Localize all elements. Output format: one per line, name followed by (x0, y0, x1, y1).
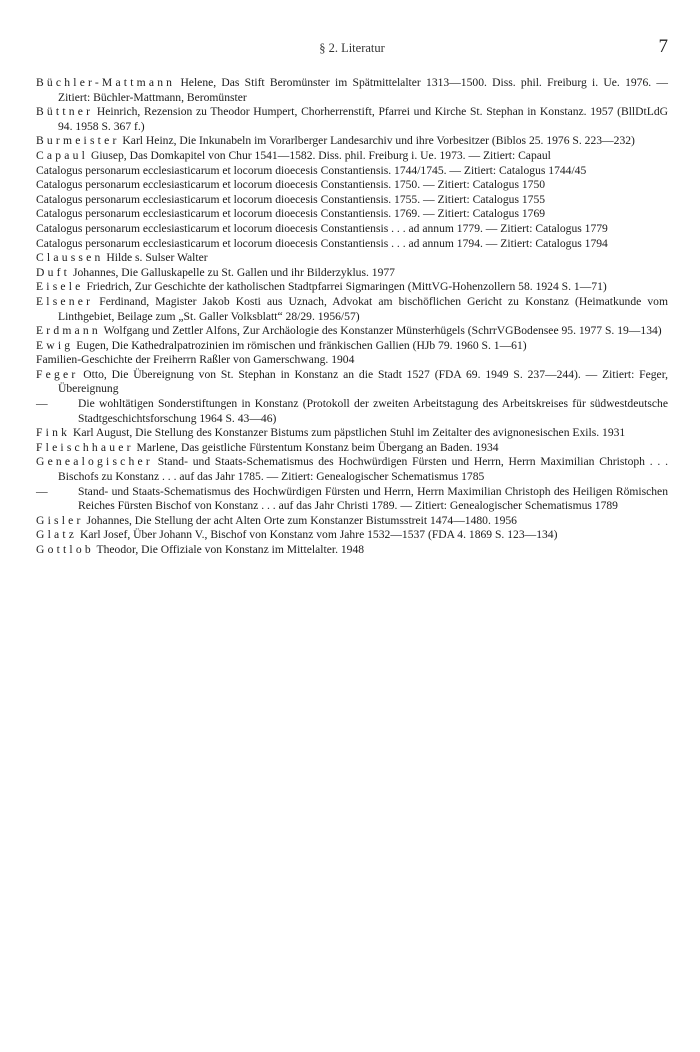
entry-body (36, 266, 668, 281)
bibliography-entry (36, 368, 668, 397)
entry-text: Otto, Die Übereignung von St. Stephan in Konstanz an die Stadt 1527 (FDA 69. 1949 S. 237—244). — Zitiert: Feger, Übereignung (58, 367, 668, 396)
author-name: Gisler (36, 513, 84, 527)
bibliography-entry (36, 295, 668, 324)
author-name: Duft (36, 265, 71, 279)
entry-body (36, 280, 668, 295)
bibliography-list (36, 76, 668, 558)
bibliography-entry (36, 514, 668, 529)
page-number: 7 (658, 36, 668, 57)
entry-body (36, 339, 668, 354)
author-name: Ewig (36, 338, 74, 352)
entry-text: Familien-Geschichte der Freiherrn Raßler von Gamerschwang. 1904 (36, 353, 355, 367)
entry-body (36, 441, 668, 456)
ditto-dash: — (36, 397, 48, 411)
bibliography-entry (36, 164, 668, 179)
entry-body (36, 178, 668, 193)
entry-text: Hilde s. Sulser Walter (106, 251, 208, 265)
entry-body (36, 193, 668, 208)
bibliography-entry (36, 543, 668, 558)
entry-text: Heinrich, Rezension zu Theodor Humpert, Chorherrenstift, Pfarrei und Kirche St. Stephan in Konstanz. 1957 (BllDtLdG 94. 1958 S. 367 f.) (58, 105, 668, 133)
bibliography-entry (36, 149, 668, 164)
bibliography-entry (36, 441, 668, 456)
entry-body (36, 76, 668, 105)
entry-body (56, 485, 668, 514)
bibliography-entry (36, 339, 668, 354)
entry-body (36, 237, 668, 252)
entry-text: Catalogus personarum ecclesiasticarum et locorum dioecesis Constantiensis. 1769. — Zitiert: Catalogus 1769 (36, 207, 546, 221)
bibliography-entry (36, 222, 668, 237)
entry-text: Catalogus personarum ecclesiasticarum et locorum dioecesis Constantiensis . . . ad annum 1794. — Zitiert: Catalogus 1794 (36, 236, 608, 250)
bibliography-entry (36, 237, 668, 252)
bibliography-entry (36, 426, 668, 441)
entry-body (36, 528, 668, 543)
entry-text: Catalogus personarum ecclesiasticarum et locorum dioecesis Constantiensis . . . ad annum 1779. — Zitiert: Catalogus 1779 (36, 221, 608, 235)
entry-body (36, 207, 668, 222)
author-name: Feger (36, 367, 79, 381)
entry-body (36, 455, 668, 484)
page-header (36, 36, 668, 60)
entry-text: Wolfgang und Zettler Alfons, Zur Archäologie des Konstanzer Münsterhügels (SchrrVGBodensee 95. 1977 S. 19—134) (103, 324, 662, 338)
bibliography-entry (36, 528, 668, 543)
entry-body (36, 426, 668, 441)
entry-text: Marlene, Das geistliche Fürstentum Konstanz beim Übergang an Baden. 1934 (136, 440, 499, 454)
entry-body (56, 397, 668, 426)
bibliography-entry (36, 324, 668, 339)
entry-body (36, 324, 668, 339)
author-name: Burmeister (36, 134, 120, 148)
entry-text: Die wohltätigen Sonderstiftungen in Konstanz (Protokoll der zweiten Arbeitstagung des Arbeitskreises für südwestdeutsche Stadtgeschichtsforschung 1964 S. 43—46) (78, 397, 668, 425)
author-name: Genealogischer (36, 455, 153, 469)
entry-body (36, 164, 668, 179)
author-name: Büchler-Mattmann (36, 76, 176, 89)
entry-body (36, 543, 668, 558)
entry-text: Catalogus personarum ecclesiasticarum et locorum dioecesis Constantiensis. 1755. — Zitiert: Catalogus 1755 (36, 192, 546, 206)
entry-text: Helene, Das Stift Beromünster im Spätmittelalter 1313—1500. Diss. phil. Freiburg i. Ue. 1976. — Zitiert: Büchler-Mattmann, Beromünster (58, 76, 668, 104)
bibliography-entry (36, 178, 668, 193)
author-name: Fleischhauer (36, 440, 134, 454)
entry-text: Catalogus personarum ecclesiasticarum et locorum dioecesis Constantiensis. 1744/1745. — Zitiert: Catalogus 1744/45 (36, 163, 587, 177)
entry-text: Theodor, Die Offiziale von Konstanz im Mittelalter. 1948 (96, 543, 365, 556)
entry-text: Stand- und Staats-Schematismus des Hochwürdigen Fürsten und Herrn, Herrn Maximilian Christoph des Heiligen Römischen Reiches Fürsten Bischof von Konstanz . . . auf das Jahr Christi 1789. — Zitiert: Genealogischer Schematismus 1789 (78, 484, 668, 513)
bibliography-entry (36, 134, 668, 149)
author-name: Erdmann (36, 324, 101, 338)
bibliography-entry (36, 353, 668, 368)
running-title: § 2. Literatur (319, 41, 385, 55)
entry-body (36, 105, 668, 134)
entry-text: Stand- und Staats-Schematismus des Hochwürdigen Fürsten und Herrn, Herrn Maximilian Christoph . . . Bischofs zu Konstanz . . . auf das Jahr 1785. — Zitiert: Genealogischer Schematismus 1785 (58, 455, 668, 484)
entry-text: Ferdinand, Magister Jakob Kosti aus Uznach, Advokat am bischöflichen Gericht zu Konstanz (Heimatkunde vom Linthgebiet, Beilage zum „St. Galler Volksblatt“ 28/29. 1956/57) (58, 294, 668, 323)
bibliography-entry (36, 455, 668, 484)
author-name: Elsener (36, 294, 94, 308)
entry-text: Giusep, Das Domkapitel von Chur 1541—1582. Diss. phil. Freiburg i. Ue. 1973. — Zitiert: Capaul (90, 148, 551, 162)
author-name: Gottlob (36, 543, 94, 556)
bibliography-entry (36, 105, 668, 134)
entry-text: Karl August, Die Stellung des Konstanzer Bistums zum päpstlichen Stuhl im Zeitalter des avignonesischen Exils. 1931 (72, 426, 626, 440)
bibliography-entry (36, 266, 668, 281)
author-name: Claussen (36, 251, 104, 265)
entry-text: Johannes, Die Galluskapelle zu St. Gallen und ihr Bilderzyklus. 1977 (72, 265, 395, 279)
entry-text: Catalogus personarum ecclesiasticarum et locorum dioecesis Constantiensis. 1750. — Zitiert: Catalogus 1750 (36, 178, 546, 192)
bibliography-entry (36, 193, 668, 208)
bibliography-entry (36, 485, 668, 514)
entry-body (36, 368, 668, 397)
entry-body (36, 353, 668, 368)
entry-text: Johannes, Die Stellung der acht Alten Orte zum Konstanzer Bistumsstreit 1474—1480. 1956 (86, 513, 517, 527)
entry-text: Karl Heinz, Die Inkunabeln im Vorarlberger Landesarchiv und ihre Vorbesitzer (Biblos 25. 1976 S. 223—232) (122, 134, 635, 148)
bibliography-entry (36, 251, 668, 266)
entry-body (36, 251, 668, 266)
bibliography-entry (36, 280, 668, 295)
bibliography-entry (36, 76, 668, 105)
author-name: Capaul (36, 148, 89, 162)
author-name: Fink (36, 426, 71, 440)
entry-body (36, 295, 668, 324)
entry-body (36, 149, 668, 164)
author-name: Büttner (36, 105, 94, 119)
author-name: Eisele (36, 280, 84, 294)
bibliography-entry (36, 207, 668, 222)
ditto-dash: — (36, 484, 48, 498)
entry-text: Eugen, Die Kathedralpatrozinien im römischen und fränkischen Gallien (HJb 79. 1960 S. 1—61) (76, 338, 527, 352)
entry-text: Karl Josef, Über Johann V., Bischof von Konstanz vom Jahre 1532—1537 (FDA 4. 1869 S. 123—134) (80, 528, 558, 542)
bibliography-entry (36, 397, 668, 426)
entry-text: Friedrich, Zur Geschichte der katholischen Stadtpfarrei Sigmaringen (MittVG-Hohenzollern 58. 1924 S. 1—71) (86, 280, 607, 294)
entry-body (36, 222, 668, 237)
author-name: Glatz (36, 528, 78, 542)
entry-body (36, 514, 668, 529)
entry-body (36, 134, 668, 149)
